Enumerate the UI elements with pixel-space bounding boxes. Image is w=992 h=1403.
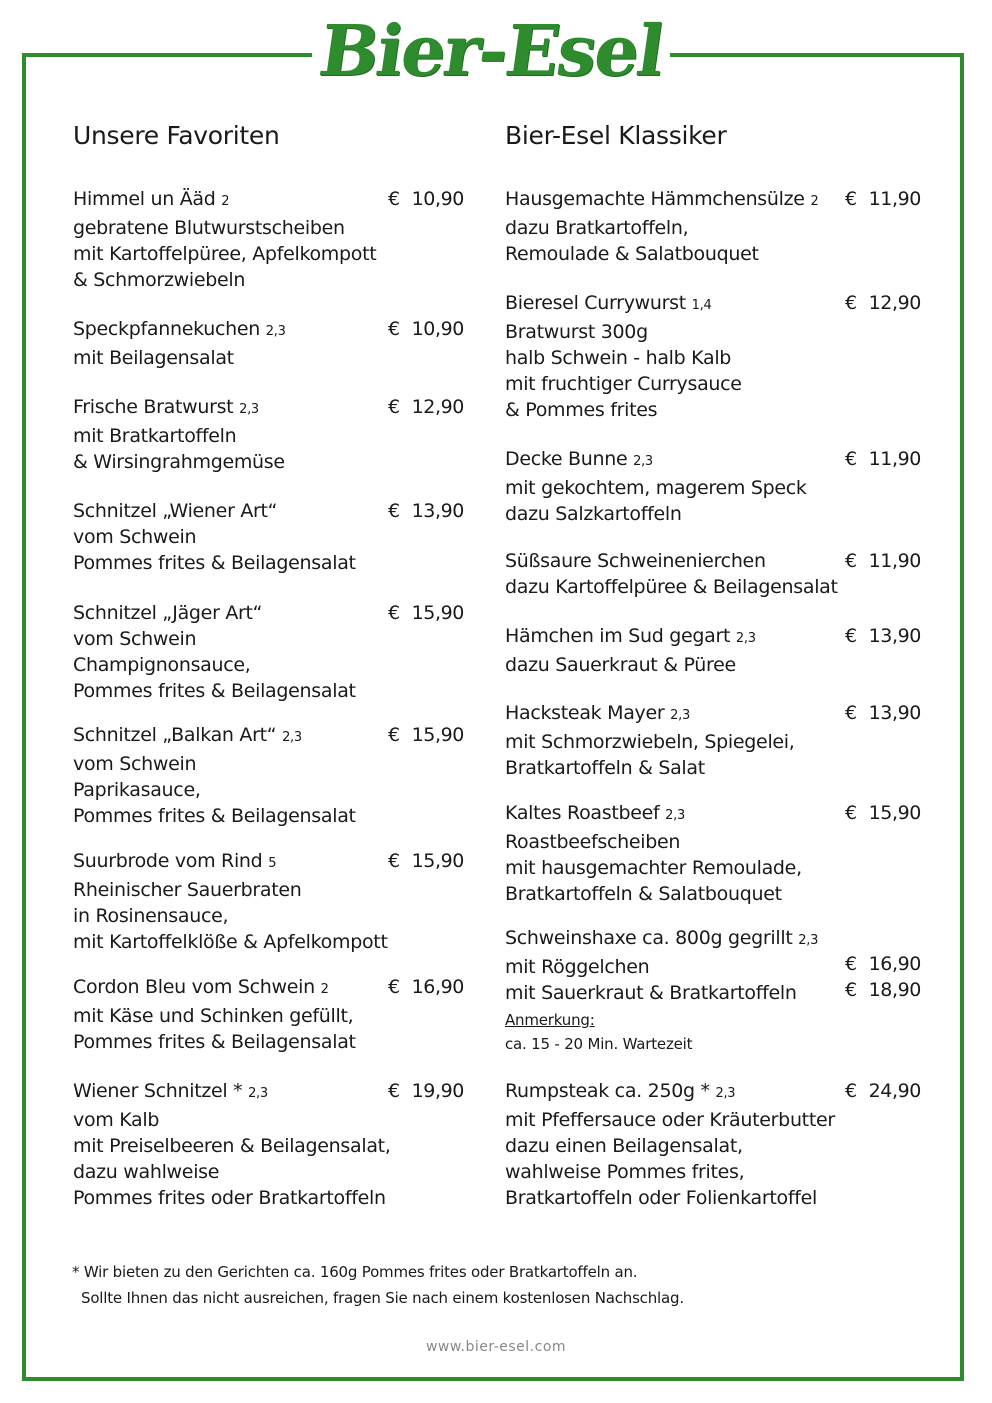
dish-description-line: mit Sauerkraut & Bratkartoffeln xyxy=(505,982,797,1004)
price-value: 12,90 xyxy=(868,292,921,314)
dish-name: Kaltes Roastbeef xyxy=(505,802,660,824)
menu-item xyxy=(73,186,376,293)
menu-item-heading xyxy=(505,446,807,475)
dish-description-line: & Schmorzwiebeln xyxy=(73,269,246,291)
menu-item xyxy=(505,186,818,267)
dish-description-line: wahlweise Pommes frites, xyxy=(505,1161,745,1183)
dish-description-line: Pommes frites & Beilagensalat xyxy=(73,805,356,827)
currency-symbol: € xyxy=(388,188,400,210)
price-value: 13,90 xyxy=(411,500,464,522)
dish-description-line: vom Schwein xyxy=(73,526,197,548)
menu-item xyxy=(505,800,802,907)
price-value: 19,90 xyxy=(411,1080,464,1102)
currency-symbol: € xyxy=(845,292,857,314)
dish-description-line: mit Kartoffelklöße & Apfelkompott xyxy=(73,931,388,953)
dish-name: Hämchen im Sud gegart xyxy=(505,625,731,647)
footnote-line: * Wir bieten zu den Gerichten ca. 160g Pommes frites oder Bratkartoffeln an. xyxy=(72,1263,638,1281)
dish-name: Cordon Bleu vom Schwein xyxy=(73,976,315,998)
dish-description-line: Pommes frites & Beilagensalat xyxy=(73,1031,356,1053)
menu-item xyxy=(73,848,388,955)
allergen-note: 2,3 xyxy=(248,1086,268,1101)
remark-label: Anmerkung: xyxy=(505,1011,595,1029)
dish-description-line: dazu Bratkartoffeln, xyxy=(505,217,689,239)
allergen-note: 2,3 xyxy=(670,708,690,723)
price-value: 11,90 xyxy=(868,188,921,210)
dish-description-line: mit hausgemachter Remoulade, xyxy=(505,857,802,879)
price-value: 15,90 xyxy=(411,602,464,624)
dish-description-line: Rheinischer Sauerbraten xyxy=(73,879,302,901)
currency-symbol: € xyxy=(845,1080,857,1102)
menu-item xyxy=(505,290,742,423)
dish-description-line: mit Pfeffersauce oder Kräuterbutter xyxy=(505,1109,835,1131)
currency-symbol: € xyxy=(845,802,857,824)
menu-item-heading xyxy=(505,800,802,829)
dish-description-line: Pommes frites & Beilagensalat xyxy=(73,680,356,702)
price-value: 12,90 xyxy=(411,396,464,418)
dish-name: Süßsaure Schweinenierchen xyxy=(505,550,766,572)
price-value: 13,90 xyxy=(868,702,921,724)
menu-item-heading xyxy=(73,186,376,215)
price-value: 24,90 xyxy=(868,1080,921,1102)
dish-name: Schnitzel „Wiener Art“ xyxy=(73,500,278,522)
menu-item xyxy=(73,1078,391,1211)
dish-description-line: dazu Sauerkraut & Püree xyxy=(505,654,736,676)
allergen-note: 2,3 xyxy=(798,933,819,948)
currency-symbol: € xyxy=(388,850,400,872)
dish-description-line: halb Schwein - halb Kalb xyxy=(505,347,732,369)
dish-name: Suurbrode vom Rind xyxy=(73,850,263,872)
dish-description-line: Pommes frites oder Bratkartoffeln xyxy=(73,1187,386,1209)
price-value: 15,90 xyxy=(868,802,921,824)
price-value: 18,90 xyxy=(868,979,921,1001)
brand-logo xyxy=(312,6,670,106)
dish-description-line: vom Schwein xyxy=(73,753,197,775)
menu-item-heading xyxy=(73,722,356,751)
menu-item-heading xyxy=(505,186,818,215)
allergen-note: 2 xyxy=(320,982,329,997)
currency-symbol: € xyxy=(388,602,400,624)
dish-description-line: vom Kalb xyxy=(73,1109,160,1131)
menu-item xyxy=(505,446,807,527)
menu-item-heading xyxy=(73,394,285,423)
dish-description-line: mit Bratkartoffeln xyxy=(73,425,237,447)
dish-name: Frische Bratwurst xyxy=(73,396,234,418)
currency-symbol: € xyxy=(845,188,857,210)
dish-name: Schnitzel „Balkan Art“ xyxy=(73,724,277,746)
dish-description-line: Bratkartoffeln & Salat xyxy=(505,757,705,779)
menu-item-heading xyxy=(73,848,388,877)
dish-name: Himmel un Ääd xyxy=(73,188,216,210)
dish-description-line: mit Kartoffelpüree, Apfelkompott xyxy=(73,243,377,265)
price-value: 15,90 xyxy=(411,724,464,746)
dish-description-line: in Rosinensauce, xyxy=(73,905,229,927)
dish-description-line: mit Preiselbeeren & Beilagensalat, xyxy=(73,1135,391,1157)
currency-symbol: € xyxy=(388,500,400,522)
menu-item-heading xyxy=(73,600,356,626)
price-value: 16,90 xyxy=(411,976,464,998)
price-value: 13,90 xyxy=(868,625,921,647)
footnote-line: Sollte Ihnen das nicht ausreichen, fragen Sie nach einem kostenlosen Nachschlag. xyxy=(81,1289,684,1307)
price-value: 10,90 xyxy=(411,188,464,210)
dish-description-line: vom Schwein xyxy=(73,628,197,650)
dish-description-line: dazu einen Beilagensalat, xyxy=(505,1135,743,1157)
allergen-note: 2,3 xyxy=(633,454,653,469)
menu-item xyxy=(505,548,838,600)
allergen-note: 2,3 xyxy=(735,631,756,646)
dish-description-line: dazu Kartoffelpüree & Beilagensalat xyxy=(505,576,838,598)
currency-symbol: € xyxy=(388,724,400,746)
dish-description-line: mit Käse und Schinken gefüllt, xyxy=(73,1005,354,1027)
allergen-note: 5 xyxy=(268,856,277,871)
dish-description-line: dazu wahlweise xyxy=(73,1161,220,1183)
website-url: www.bier-esel.com xyxy=(425,1339,567,1355)
remark-text: ca. 15 - 20 Min. Wartezeit xyxy=(505,1035,693,1053)
menu-item xyxy=(73,316,286,371)
price-value: 10,90 xyxy=(411,318,464,340)
currency-symbol: € xyxy=(845,448,857,470)
price-value: 16,90 xyxy=(868,953,921,975)
menu-item-heading xyxy=(505,548,838,574)
dish-description-line: Bratwurst 300g xyxy=(505,321,648,343)
dish-description-line: Champignonsauce, xyxy=(73,654,251,676)
dish-description-line: Roastbeefscheiben xyxy=(505,831,681,853)
dish-description-line: gebratene Blutwurstscheiben xyxy=(73,217,345,239)
menu-item xyxy=(505,1078,835,1211)
allergen-note: 2 xyxy=(221,194,230,209)
dish-description-line: Paprikasauce, xyxy=(73,779,201,801)
footnote xyxy=(72,1259,684,1311)
allergen-note: 1,4 xyxy=(691,298,712,313)
price-value: 15,90 xyxy=(411,850,464,872)
dish-description-line: dazu Salzkartoffeln xyxy=(505,503,682,525)
dish-description-line: mit Schmorzwiebeln, Spiegelei, xyxy=(505,731,795,753)
menu-item xyxy=(73,722,356,829)
menu-item xyxy=(505,925,818,1056)
currency-symbol: € xyxy=(388,1080,400,1102)
allergen-note: 2,3 xyxy=(665,808,685,823)
dish-description-line: mit Beilagensalat xyxy=(73,347,234,369)
allergen-note: 2,3 xyxy=(282,730,302,745)
dish-name: Schnitzel „Jäger Art“ xyxy=(73,602,263,624)
currency-symbol: € xyxy=(845,550,857,572)
menu-item-heading xyxy=(505,1078,835,1107)
menu-item xyxy=(73,498,356,576)
allergen-note: 2 xyxy=(810,194,819,209)
dish-description-line: mit fruchtiger Currysauce xyxy=(505,373,742,395)
menu-item-heading xyxy=(505,290,742,319)
menu-item-heading xyxy=(505,700,795,729)
dish-name: Decke Bunne xyxy=(505,448,628,470)
menu-item xyxy=(505,623,756,678)
allergen-note: 2,3 xyxy=(239,402,259,417)
allergen-note: 2,3 xyxy=(265,324,286,339)
currency-symbol: € xyxy=(388,318,400,340)
currency-symbol: € xyxy=(845,702,857,724)
dish-name: Hausgemachte Hämmchensülze xyxy=(505,188,805,210)
dish-description-line: & Wirsingrahmgemüse xyxy=(73,451,285,473)
currency-symbol: € xyxy=(845,625,857,647)
dish-description-line: mit gekochtem, magerem Speck xyxy=(505,477,807,499)
dish-description-line: & Pommes frites xyxy=(505,399,658,421)
menu-item xyxy=(73,394,285,475)
menu-item xyxy=(73,974,356,1055)
dish-name: Schweinshaxe ca. 800g gegrillt xyxy=(505,927,793,949)
dish-description-line: Bratkartoffeln & Salatbouquet xyxy=(505,883,782,905)
price-value: 11,90 xyxy=(868,448,921,470)
menu-item-heading xyxy=(73,316,286,345)
dish-name: Hacksteak Mayer xyxy=(505,702,665,724)
allergen-note: 2,3 xyxy=(715,1086,736,1101)
currency-symbol: € xyxy=(845,979,857,1001)
price-value: 11,90 xyxy=(868,550,921,572)
menu-item xyxy=(73,600,356,704)
currency-symbol: € xyxy=(845,953,857,975)
dish-description-line: mit Röggelchen xyxy=(505,956,650,978)
remark xyxy=(505,1008,818,1032)
dish-description-line: Remoulade & Salatbouquet xyxy=(505,243,759,265)
menu-item-heading xyxy=(505,925,818,954)
dish-name: Wiener Schnitzel * xyxy=(73,1080,243,1102)
menu-item-heading xyxy=(73,498,356,524)
dish-name: Bieresel Currywurst xyxy=(505,292,686,314)
left-column-title: Unsere Favoriten xyxy=(73,121,280,150)
logo-text: Bier-Esel xyxy=(314,9,668,92)
menu-item xyxy=(505,700,795,781)
dish-description-line: Pommes frites & Beilagensalat xyxy=(73,552,356,574)
dish-name: Rumpsteak ca. 250g * xyxy=(505,1080,710,1102)
menu-item-heading xyxy=(505,623,756,652)
currency-symbol: € xyxy=(388,396,400,418)
currency-symbol: € xyxy=(388,976,400,998)
menu-item-heading xyxy=(73,1078,391,1107)
dish-description-line: Bratkartoffeln oder Folienkartoffel xyxy=(505,1187,817,1209)
menu-item-heading xyxy=(73,974,356,1003)
right-column-title: Bier-Esel Klassiker xyxy=(505,121,727,150)
dish-name: Speckpfannekuchen xyxy=(73,318,261,340)
